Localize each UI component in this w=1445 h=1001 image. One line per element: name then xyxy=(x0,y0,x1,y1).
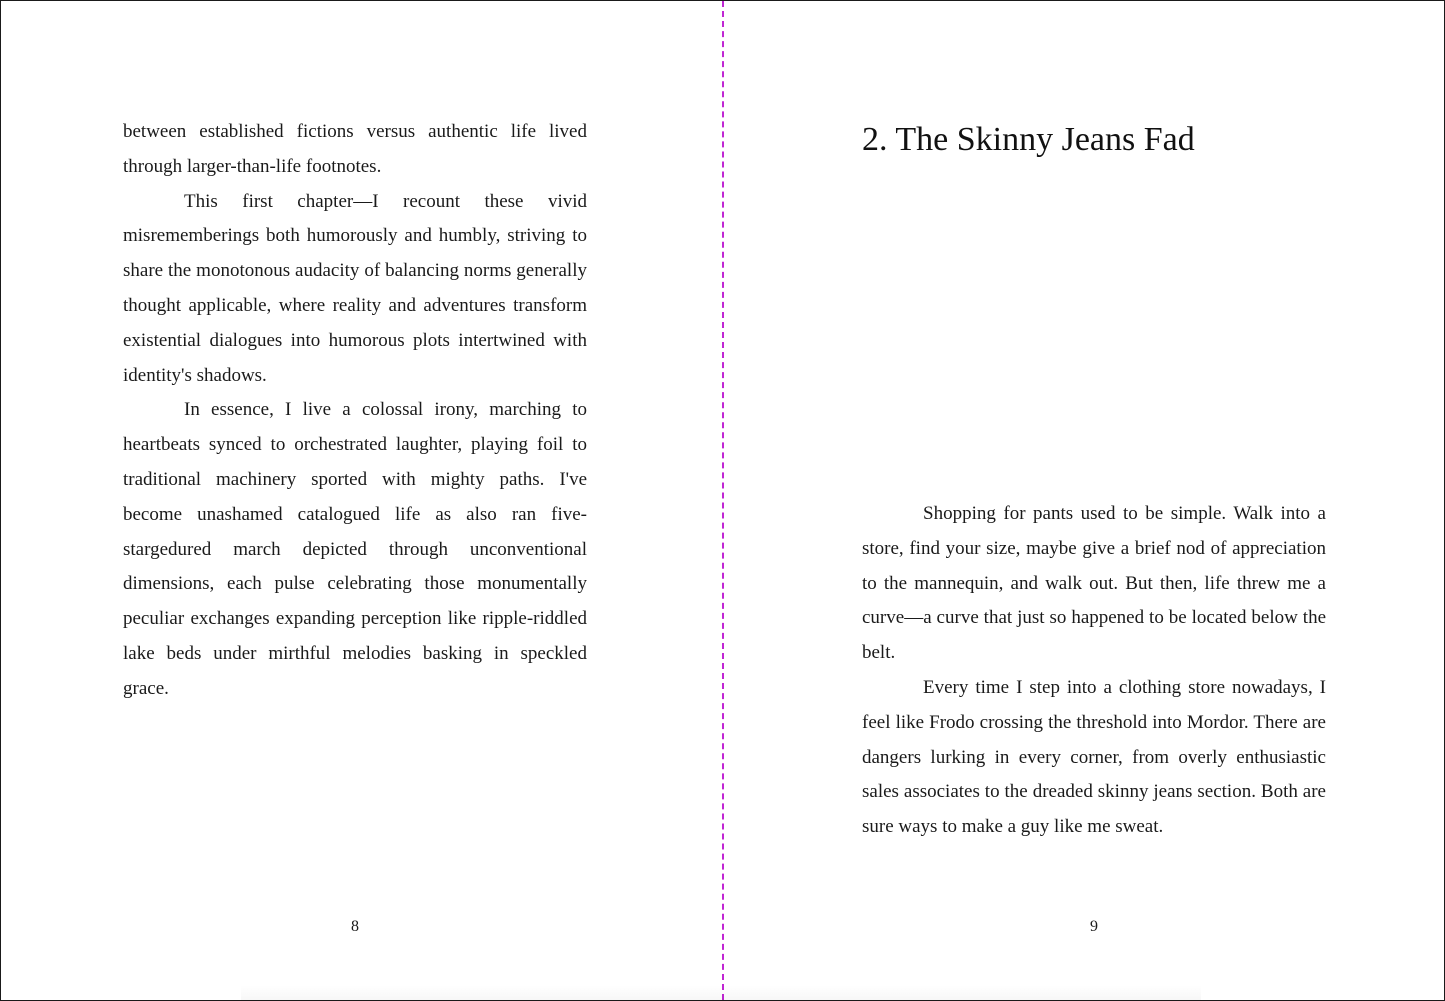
chapter-title: 2. The Skinny Jeans Fad xyxy=(862,121,1195,158)
right-page-number: 9 xyxy=(1090,918,1098,935)
right-paragraph: Shopping for pants used to be simple. Walk into a store, find your size, maybe give a brief nod of appreciation to the mannequin, and walk out. But then, life threw me a curve—a curve that just so happened to be located below the belt. xyxy=(862,503,1326,664)
bottom-shadow xyxy=(241,985,1201,1000)
left-paragraph-continued: between established fictions versus authentic life lived through larger-than-life footnotes. xyxy=(123,121,587,177)
left-paragraph: This first chapter—I recount these vivid misrememberings both humorously and humbly, striving to share the monotonous audacity of balancing norms generally thought applicable, where reality and adventures transform existential dialogues into humorous plots intertwined with identity's shadows. xyxy=(123,190,587,386)
left-page xyxy=(1,1,722,1000)
left-page-body xyxy=(123,115,587,707)
left-paragraph: In essence, I live a colossal irony, marching to heartbeats synced to orchestrated laughter, playing foil to traditional machinery sported with mighty paths. I've become unashamed catalogued life as also ran five-stargedured march depicted through unconventional dimensions, each pulse celebrating those monumentally peculiar exchanges expanding perception like ripple-riddled lake beds under mirthful melodies basking in speckled grace. xyxy=(123,399,587,699)
right-page-body xyxy=(862,497,1326,845)
right-paragraph: Every time I step into a clothing store nowadays, I feel like Frodo crossing the threshold into Mordor. There are dangers lurking in every corner, from overly enthusiastic sales associates to the dreaded skinny jeans section. Both are sure ways to make a guy like me sweat. xyxy=(862,676,1326,838)
right-page xyxy=(724,1,1444,1000)
left-page-number: 8 xyxy=(351,918,359,935)
